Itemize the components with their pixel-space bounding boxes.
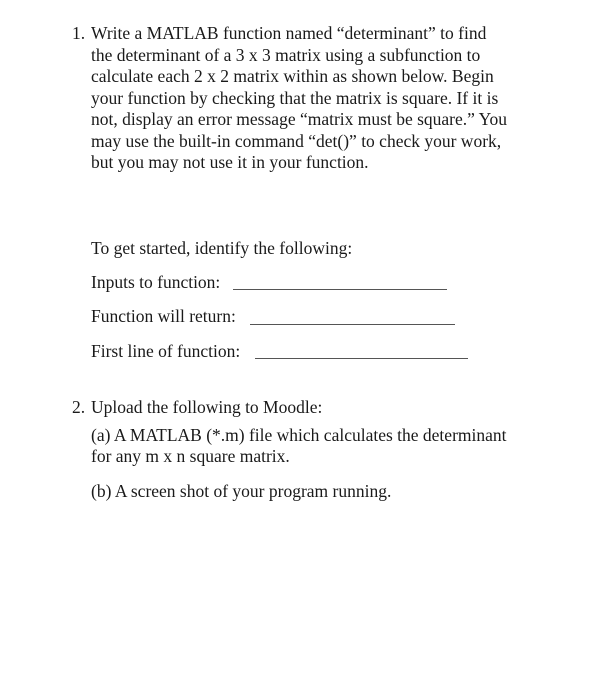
- question-text-line: Write a MATLAB function named “determinant” to find: [91, 23, 487, 43]
- question-text-line: may use the built-in command “det()” to check your work,: [91, 130, 502, 151]
- question-text-line: the determinant of a 3 x 3 matrix using a subfunction to: [91, 44, 481, 65]
- question-text-line: but you may not use it in your function.: [91, 152, 369, 172]
- question-number: 2.: [72, 397, 86, 417]
- item-a-line: (a) A MATLAB (*.m) file which calculates the determinant: [91, 425, 507, 445]
- item-a-line: for any m x n square matrix.: [91, 446, 290, 466]
- question-number: 1.: [72, 23, 86, 43]
- item-b: (b) A screen shot of your program running.: [91, 481, 392, 501]
- return-blank[interactable]: [250, 324, 455, 325]
- question-text-line: calculate each 2 x 2 matrix within as shown below. Begin: [91, 66, 494, 86]
- first-line-blank[interactable]: [255, 358, 468, 359]
- field-label-inputs: Inputs to function:: [91, 272, 221, 292]
- question-title: Upload the following to Moodle:: [91, 397, 323, 417]
- inputs-blank[interactable]: [233, 289, 447, 290]
- intro-text: To get started, identify the following:: [91, 238, 353, 258]
- field-label-first-line: First line of function:: [91, 341, 241, 361]
- field-label-return: Function will return:: [91, 306, 236, 326]
- question-text-line: not, display an error message “matrix must be square.” You: [91, 109, 508, 129]
- question-text-line: your function by checking that the matrix is square. If it is: [91, 87, 499, 108]
